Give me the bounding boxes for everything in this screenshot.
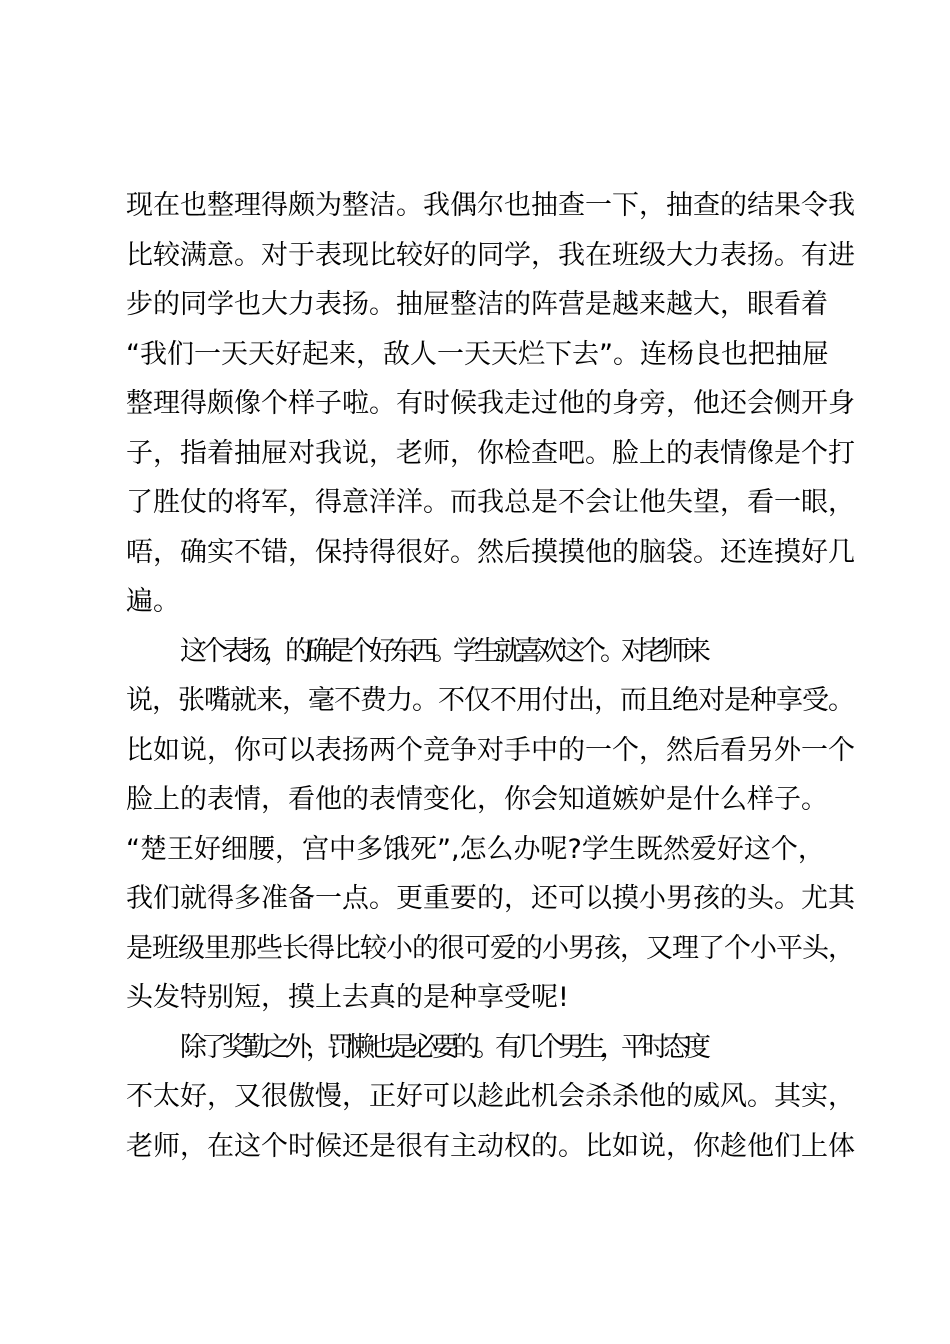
text-line: 唔，确实不错，保持得很好。然后摸摸他的脑袋。还连摸好几	[126, 536, 855, 568]
text-line: 比较满意。对于表现比较好的同学，我在班级大力表扬。有进	[126, 239, 855, 271]
paragraph-start-line: 除了奖勤之外，罚懒也是必要的。有几个男生，平时态度	[180, 1031, 705, 1063]
text-line: 说，张嘴就来，毫不费力。不仅不用付出，而且绝对是种享受。	[126, 685, 854, 716]
text-line: 步的同学也大力表扬。抽屉整洁的阵营是越来越大，眼看着	[126, 289, 828, 320]
text-line: 比如说，你可以表扬两个竞争对手中的一个，然后看另外一个	[126, 734, 855, 766]
text-line: 不太好，又很傲慢，正好可以趁此机会杀杀他的威风。其实，	[126, 1081, 855, 1112]
text-line: 现在也整理得颇为整洁。我偶尔也抽查一下，抽查的结果令我	[126, 190, 855, 221]
body-text	[126, 181, 856, 1171]
text-line: 我们就得多准备一点。更重要的，还可以摸小男孩的头。尤其	[126, 883, 855, 914]
text-line: “我们一天天好起来，敌人一天天烂下去”。连杨良也把抽屉	[126, 338, 829, 370]
text-line: 子，指着抽屉对我说，老师，你检查吧。脸上的表情像是个打	[126, 437, 855, 469]
text-line: 整理得颇像个样子啦。有时候我走过他的身旁，他还会侧开身	[126, 388, 855, 419]
text-line: 是班级里那些长得比较小的很可爱的小男孩，又理了个小平头，	[126, 932, 854, 964]
paragraph-start-line: 这个表扬，的确是个好东西。学生就喜欢这个。对老师来	[180, 635, 705, 667]
text-line: 头发特别短，摸上去真的是种享受呢!	[126, 982, 569, 1013]
text-line: 脸上的表情，看他的表情变化，你会知道嫉妒是什么样子。	[126, 784, 828, 815]
text-line: 了胜仗的将军，得意洋洋。而我总是不会让他失望，看一眼，	[126, 487, 855, 518]
text-line: 老师，在这个时候还是很有主动权的。比如说，你趁他们上体	[126, 1130, 855, 1162]
text-line: “楚王好细腰，宫中多饿死”,怎么办呢?学生既然爱好这个，	[126, 833, 825, 865]
text-line: 遍。	[126, 586, 180, 617]
